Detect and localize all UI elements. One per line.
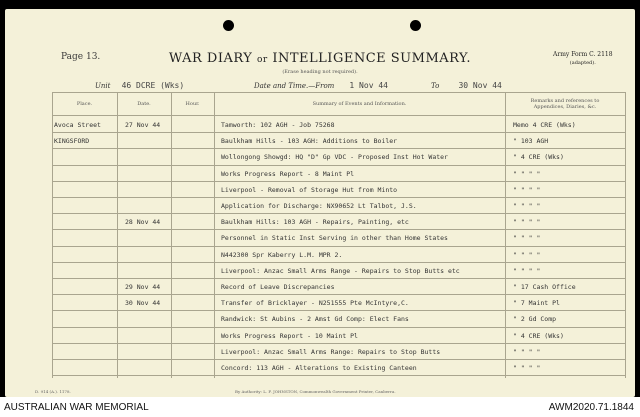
form-code: D. 914 (A.). 1178. <box>35 389 71 394</box>
entry-summary: Personnel in Static Inst Serving in other than Home States <box>221 234 448 243</box>
entry-summary: Baulkham Hills: 103 AGH - Repairs, Painting, etc <box>221 218 409 227</box>
entry-remarks: " 7 Maint Pl <box>513 299 560 308</box>
entry-remarks: " 4 CRE (Wks) <box>513 331 564 340</box>
entry-date: 30 Nov 44 <box>125 299 161 308</box>
title-war-diary: WAR DIARY <box>168 51 253 66</box>
row-rule <box>52 359 625 360</box>
entry-remarks: " " " " <box>513 250 541 259</box>
archive-footer <box>0 397 640 417</box>
entry-remarks: " " " " <box>513 347 541 356</box>
punch-hole <box>223 20 234 31</box>
archive-name: AUSTRALIAN WAR MEMORIAL <box>4 402 149 413</box>
army-form-number: Army Form C. 2118 <box>553 51 613 58</box>
row-rule <box>52 278 625 279</box>
entry-summary: Liverpool: Anzac Small Arms Range: Repairs to Stop Butts <box>221 347 441 356</box>
entry-summary: Transfer of Bricklayer - N251555 Pte McIntyre,C. <box>221 299 409 308</box>
date-from: 1 Nov 44 <box>349 81 388 90</box>
entry-summary: Randwick: St Aubins - 2 Amst Gd Comp: Elect Fans <box>221 315 409 324</box>
column-rule <box>171 92 172 378</box>
entry-date: 29 Nov 44 <box>125 283 161 291</box>
erase-note: (Erase heading not required). <box>282 69 358 75</box>
entry-remarks: " " " " <box>513 202 541 210</box>
archive-reference: AWM2020.71.1844 <box>548 402 634 413</box>
column-header-hour: Hour. <box>185 101 200 107</box>
entry-date: 28 Nov 44 <box>125 218 161 227</box>
row-rule <box>52 165 625 166</box>
unit-label: Unit <box>95 82 111 90</box>
entry-summary: Works Progress Report - 8 Maint Pl <box>221 169 355 178</box>
column-header-date: Date. <box>137 101 151 107</box>
row-rule <box>52 213 625 214</box>
entry-remarks: " 2 Gd Comp <box>513 315 557 324</box>
to-label: To <box>431 82 440 90</box>
unit-line <box>95 73 184 92</box>
entry-remarks: " " " " <box>513 218 541 227</box>
title-intelligence-summary: INTELLIGENCE SUMMARY. <box>272 51 472 66</box>
document-title <box>5 51 635 66</box>
row-rule <box>52 375 625 376</box>
row-rule <box>52 132 625 133</box>
row-rule <box>52 197 625 198</box>
entry-summary: Wollongong Showgd: HQ "D" Gp VDC - Proposed Inst Hot Water <box>221 153 448 162</box>
entry-summary: Liverpool - Removal of Storage Hut from Minto <box>221 185 398 194</box>
column-rule <box>117 92 118 378</box>
entry-remarks: " 103 AGH <box>513 137 549 146</box>
row-rule <box>52 262 625 263</box>
column-rule <box>52 92 53 378</box>
column-rule <box>214 92 215 378</box>
entry-summary: Baulkham Hills - 103 AGH: Additions to Boiler <box>221 137 398 146</box>
entry-date: 27 Nov 44 <box>125 121 161 129</box>
entry-place: KINGSFORD <box>54 137 90 146</box>
remarks-header-line-2: Appendices, Diaries, &c. <box>533 104 597 110</box>
entry-summary: N442300 Spr Kaberry L.M. MPR 2. <box>221 250 343 259</box>
entry-place: Avoca Street <box>54 121 101 129</box>
row-rule <box>52 246 625 247</box>
entry-remarks: " " " " <box>513 185 541 194</box>
date-range-line <box>254 73 502 92</box>
row-rule <box>52 181 625 182</box>
entry-summary: Liverpool: Anzac Small Arms Range - Repairs to Stop Butts etc <box>221 266 460 275</box>
adapted-note: (adapted). <box>569 60 596 66</box>
page-number: Page 13. <box>61 52 101 62</box>
army-form-label <box>553 50 613 68</box>
printer-note: By Authority: L. F. JOHNSTON, Commonwealth Government Printer, Canberra. <box>235 389 396 394</box>
entry-summary: Works Progress Report - 10 Maint Pl <box>221 331 358 340</box>
entry-remarks: " " " " <box>513 266 541 275</box>
row-rule <box>52 148 625 149</box>
entry-remarks: " " " " <box>513 364 541 372</box>
entry-remarks: " " " " <box>513 169 541 178</box>
entry-remarks: " 17 Cash Office <box>513 283 576 291</box>
entry-summary: Tamworth: 102 AGH - Job 75268 <box>221 121 335 129</box>
table-top-rule <box>52 92 625 93</box>
row-rule <box>52 343 625 344</box>
row-rule <box>52 310 625 311</box>
entry-remarks: " 4 CRE (Wks) <box>513 153 564 162</box>
punch-hole <box>410 20 421 31</box>
row-rule <box>52 229 625 230</box>
row-rule <box>52 294 625 295</box>
unit-value: 46 DCRE (Wks) <box>121 81 185 90</box>
entry-summary: Concord: 113 AGH - Alterations to Existing Canteen <box>221 364 417 372</box>
column-header-remarks <box>505 98 625 110</box>
entry-remarks: " " " " <box>513 234 541 243</box>
column-header-place: Place. <box>76 101 93 107</box>
entry-summary: Application for Discharge: NX90652 Lt Talbot, J.S. <box>221 202 417 210</box>
title-or: or <box>257 55 268 65</box>
remarks-header-line-1: Remarks and references to <box>530 98 600 104</box>
column-header-summary: Summary of Events and Information. <box>312 101 407 107</box>
war-diary-sheet <box>5 9 635 397</box>
row-rule <box>52 327 625 328</box>
column-rule <box>505 92 506 378</box>
header-rule <box>52 115 625 116</box>
column-rule <box>625 92 626 378</box>
entry-remarks: Memo 4 CRE (Wks) <box>513 121 576 129</box>
date-to: 30 Nov 44 <box>458 81 502 90</box>
date-time-label: Date and Time.—From <box>254 82 335 90</box>
entry-summary: Record of Leave Discrepancies <box>221 283 335 291</box>
